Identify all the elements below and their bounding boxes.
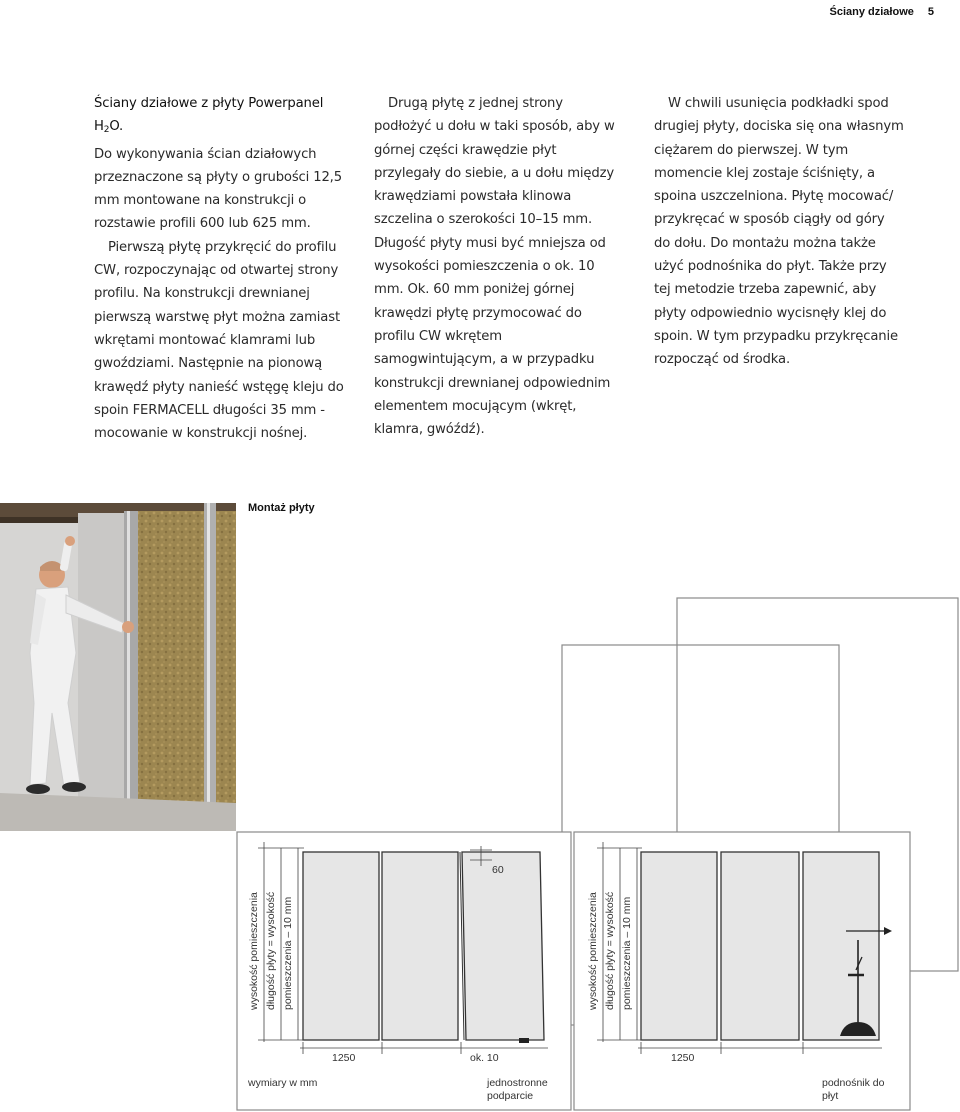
support-wedge: [519, 1038, 529, 1043]
page-header: [0, 0, 960, 24]
label-board-length-2: pomieszczenia – 10 mm: [282, 896, 294, 1010]
paragraph: Drugą płytę z jednej strony podłożyć u dołu w taki sposób, aby w górnej części krawędzie płyt przylegały do siebie, a u dołu między krawędziami powstała klinowa szczelina o szerokości 10–15 mm. Długość płyty musi być mniejsza od wysokości pomieszczenia o ok. 10 mm. Ok. 60 mm poniżej górnej krawędzi płytę przymocować do profilu CW wkrętem samogwintującym, a w przypadku konstrukcji drewnianej odpowiednim elementem mocującym (wkręt, klamra, gwóźdź).: [374, 96, 615, 438]
text-column-1: [94, 92, 344, 445]
dimension-ok-10: ok. 10: [470, 1052, 499, 1064]
section-heading: Ściany działowe z płyty Powerpanel $H_2O$.: [94, 96, 324, 136]
figure-caption: Montaż płyty: [248, 502, 315, 514]
panel: [382, 852, 458, 1040]
text-column-2: [374, 92, 624, 441]
lift-label: podnośnik do płyt: [822, 1077, 885, 1102]
units-note: wymiary w mm: [248, 1077, 318, 1089]
paragraph: Do wykonywania ścian działowych przeznaczone są płyty o grubości 12,5 mm montowane na konstrukcji o rozstawie profili 600 lub 625 mm.: [94, 146, 342, 232]
panel: [641, 852, 717, 1040]
label-room-height: wysokość pomieszczenia: [587, 892, 599, 1010]
page-number: 5: [927, 6, 934, 18]
dimension-60: 60: [492, 864, 504, 876]
panel: [803, 852, 879, 1040]
paragraph: Pierwszą płytę przykręcić do profilu CW, rozpoczynając od otwartej strony profilu. Na konstrukcji drewnianej pierwszą warstwę płyt można zamiast wkrętami montować klamrami lub gwoździami. Następnie na pionową krawędź płyty nanieść wstęgę kleju do spoin FERMACELL długości 35 mm - mocowanie w konstrukcji nośnej.: [94, 239, 344, 442]
label-room-height: wysokość pomieszczenia: [248, 892, 260, 1010]
dimension-1250-left: 1250: [332, 1052, 356, 1064]
panel: [721, 852, 799, 1040]
text-column-3: [654, 92, 904, 372]
label-board-length-1: długość płyty = wysokość: [604, 891, 616, 1010]
label-board-length-1: długość płyty = wysokość: [265, 891, 277, 1010]
support-label: jednostronne podparcie: [487, 1077, 548, 1102]
paragraph: W chwili usunięcia podkładki spod drugiej płyty, dociska się ona własnym ciężarem do pierwszej. W tym momencie klej zostaje ściśnięty, a spoina uszczelniona. Płytę mocować/ przykręcać w sposób ciągły od góry do dołu. Do montażu można także użyć podnośnika do płyt. Także przy tej metodzie trzeba zapewnić, aby płyty odpowiednio wycisnęły klej do spoin. W tym przypadku przykręcanie rozpocząć od środka.: [654, 96, 904, 368]
dimension-1250-right: 1250: [671, 1052, 695, 1064]
panel: [303, 852, 379, 1040]
label-board-length-2: pomieszczenia – 10 mm: [621, 896, 633, 1010]
section-title: Ściany działowe: [829, 6, 914, 18]
mounting-diagram: [0, 590, 960, 1112]
panel-tilted: [462, 852, 544, 1040]
